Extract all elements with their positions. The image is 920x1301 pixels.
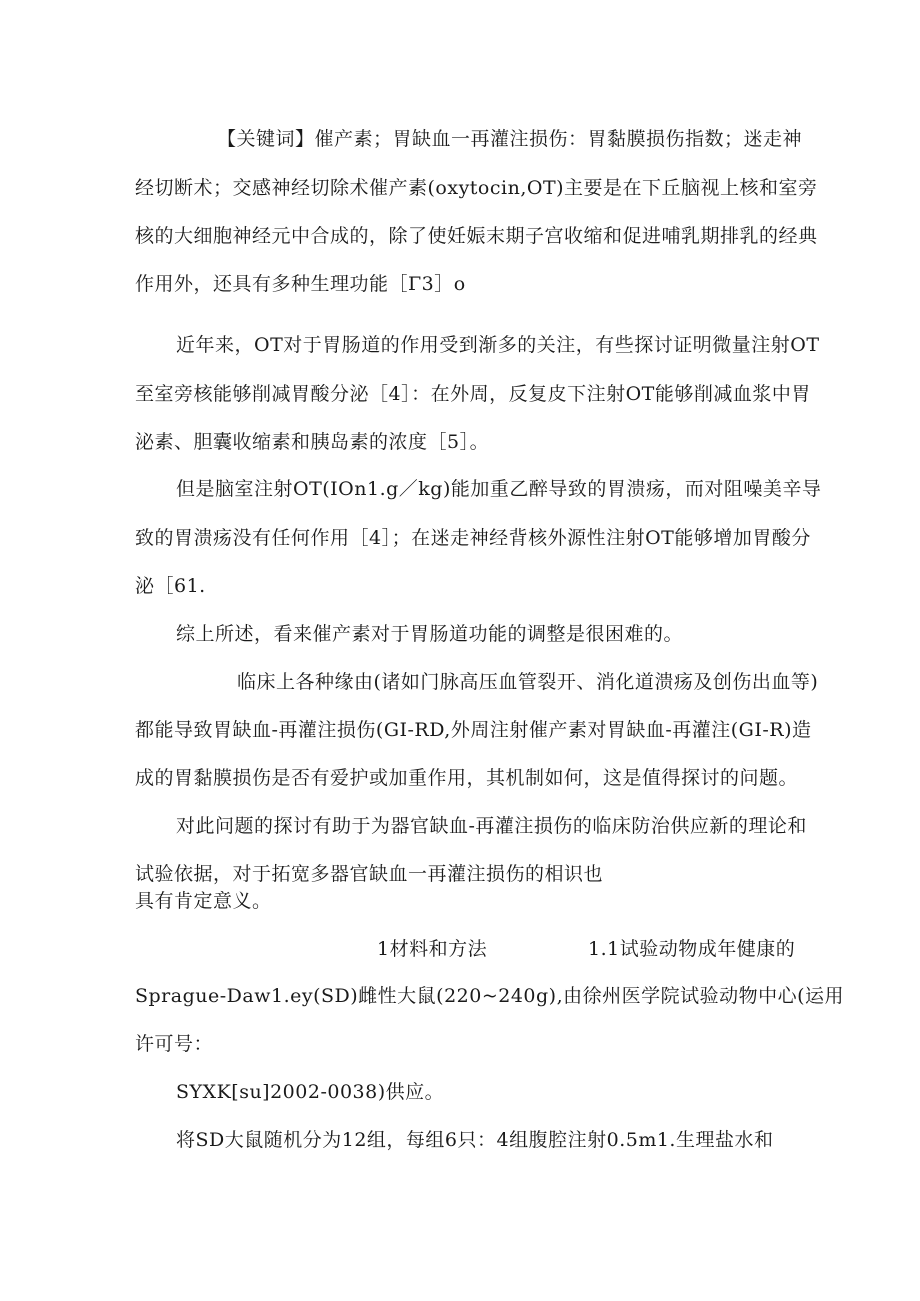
text-line: 至室旁核能够削减胃酸分泌［4］：在外周，反复皮下注射OT能够削减血浆中胃 (135, 383, 811, 405)
text-line: 泌素、胆囊收缩素和胰岛素的浓度［5］。 (135, 431, 490, 453)
text-line: 核的大细胞神经元中合成的，除了使妊娠末期子宫收缩和促进哺乳期排乳的经典 (135, 225, 818, 247)
text-line: 许可号： (135, 1033, 214, 1055)
text-line: 试验依据，对于拓宽多器官缺血一再灌注损伤的相识也 (135, 863, 604, 885)
text-line: 泌［61. (135, 575, 206, 597)
text-line: 近年来，OT对于胃肠道的作用受到渐多的关注，有些探讨证明微量注射OT (176, 334, 820, 356)
subsection-text: 1.1试验动物成年健康的 (588, 938, 796, 960)
text-line: 对此问题的探讨有助于为器官缺血-再灌注损伤的临床防治供应新的理论和 (176, 815, 807, 837)
text-line: 临床上各种缘由(诸如门脉高压血管裂开、消化道溃疡及创伤出血等) (237, 671, 819, 693)
keywords-line: 【关键词】催产素；胃缺血一再灌注损伤：胃黏膜损伤指数；迷走神 (217, 128, 803, 150)
text-line: 但是脑室注射OT(IOn1.g／kg)能加重乙醉导致的胃溃疡，而对阻噪美辛导 (176, 478, 822, 500)
text-line: 作用外，还具有多种生理功能［Γ3］o (135, 273, 466, 295)
text-line: 都能导致胃缺血-再灌注损伤(GI-RD,外周注射催产素对胃缺血-再灌注(GI-R)造 (135, 719, 812, 741)
text-line: 具有肯定意义。 (135, 890, 272, 912)
text-line: SYXK[su]2002-0038)供应。 (176, 1081, 445, 1103)
text-line: Sprague-Daw1.ey(SD)雌性大鼠(220~240g),由徐州医学院试验动物中心(运用 (135, 985, 845, 1007)
section-heading: 1材料和方法 (377, 938, 488, 960)
text-line: 将SD大鼠随机分为12组，每组6只：4组腹腔注射0.5m1.生理盐水和 (176, 1129, 774, 1151)
text-line: 成的胃黏膜损伤是否有爱护或加重作用，其机制如何，这是值得探讨的问题。 (135, 767, 799, 789)
text-line: 综上所述，看来催产素对于胃肠道功能的调整是很困难的。 (176, 623, 684, 645)
text-line: 经切断术；交感神经切除术催产素(oxytocin,OT)主要是在下丘脑视上核和室旁 (135, 177, 818, 199)
text-line: 致的胃溃疡没有任何作用［4］；在迷走神经背核外源性注射OT能够增加胃酸分 (135, 527, 811, 549)
